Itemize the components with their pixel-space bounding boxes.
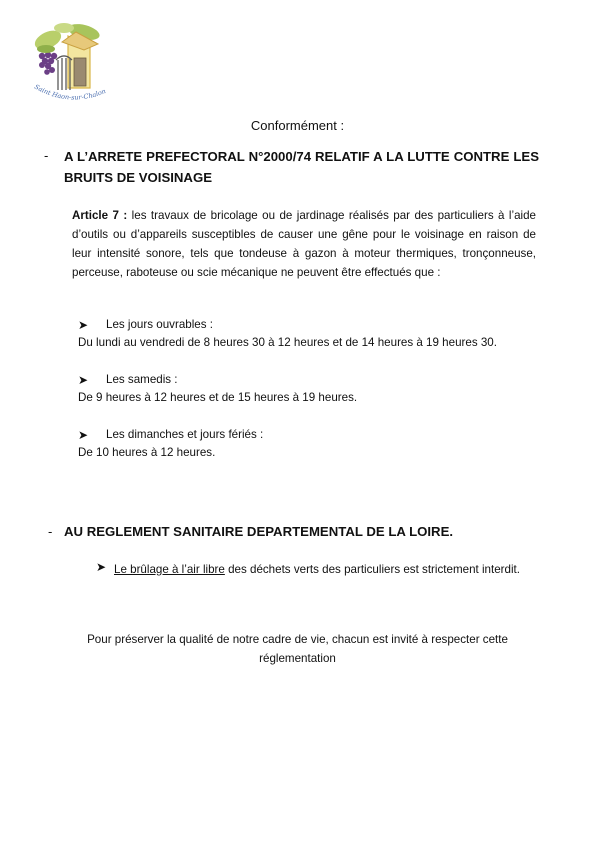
arrow-bullet-icon: ➤	[78, 318, 89, 332]
arrow-bullet-icon: ➤	[96, 560, 107, 574]
schedule-hours-saturdays: De 9 heures à 12 heures et de 15 heures à 19 heures.	[78, 391, 358, 404]
article-text: les travaux de bricolage ou de jardinage réalisés par des particuliers à l’aide d’outils ou d’appareils susceptibles de causer une gêne pour le voisinage en raison de leur intensité sonore, tels que tondeuse à gazon à moteur thermiques, tronçonneuse, perceuse, raboteuse ou scie mécanique ne peuvent être effectués que :	[72, 209, 537, 279]
section1-title-line1: A L’ARRETE PREFECTORAL N°2000/74 RELATIF A LA LUTTE CONTRE LES	[64, 149, 539, 164]
intro-text: Conformément :	[250, 118, 345, 133]
section1-dash: -	[44, 148, 49, 163]
schedule-hours-sundays-holidays: De 10 heures à 12 heures.	[78, 446, 216, 459]
municipal-logo	[28, 18, 116, 106]
arrow-bullet-icon: ➤	[78, 373, 89, 387]
burning-ban-underlined: Le brûlage à l’air libre	[114, 563, 225, 576]
article-7-paragraph	[72, 206, 536, 282]
schedule-label-sundays-holidays: Les dimanches et jours fériés :	[106, 428, 264, 441]
section2-dash: -	[48, 524, 53, 539]
closing-note-line1: Pour préserver la qualité de notre cadre de vie, chacun est invité à respecter cette	[87, 633, 508, 646]
schedule-label-saturdays: Les samedis :	[106, 373, 178, 386]
burning-ban-rest: des déchets verts des particuliers est strictement interdit.	[224, 563, 520, 576]
burning-ban-item	[114, 560, 538, 579]
schedule-hours-weekdays: Du lundi au vendredi de 8 heures 30 à 12 heures et de 14 heures à 19 heures 30.	[78, 336, 497, 349]
closing-note-line2: réglementation	[259, 652, 336, 665]
schedule-label-weekdays: Les jours ouvrables :	[106, 318, 213, 331]
article-label: Article 7 :	[72, 209, 128, 222]
logo-caption: Saint Haon-sur-Chalon	[33, 82, 107, 102]
village-gate-grapes-logo-icon	[28, 18, 116, 106]
arrow-bullet-icon: ➤	[78, 428, 89, 442]
closing-note	[40, 630, 555, 668]
section1-title-line2: BRUITS DE VOISINAGE	[64, 170, 213, 185]
section2-title: AU REGLEMENT SANITAIRE DEPARTEMENTAL DE LA LOIRE.	[64, 524, 454, 539]
